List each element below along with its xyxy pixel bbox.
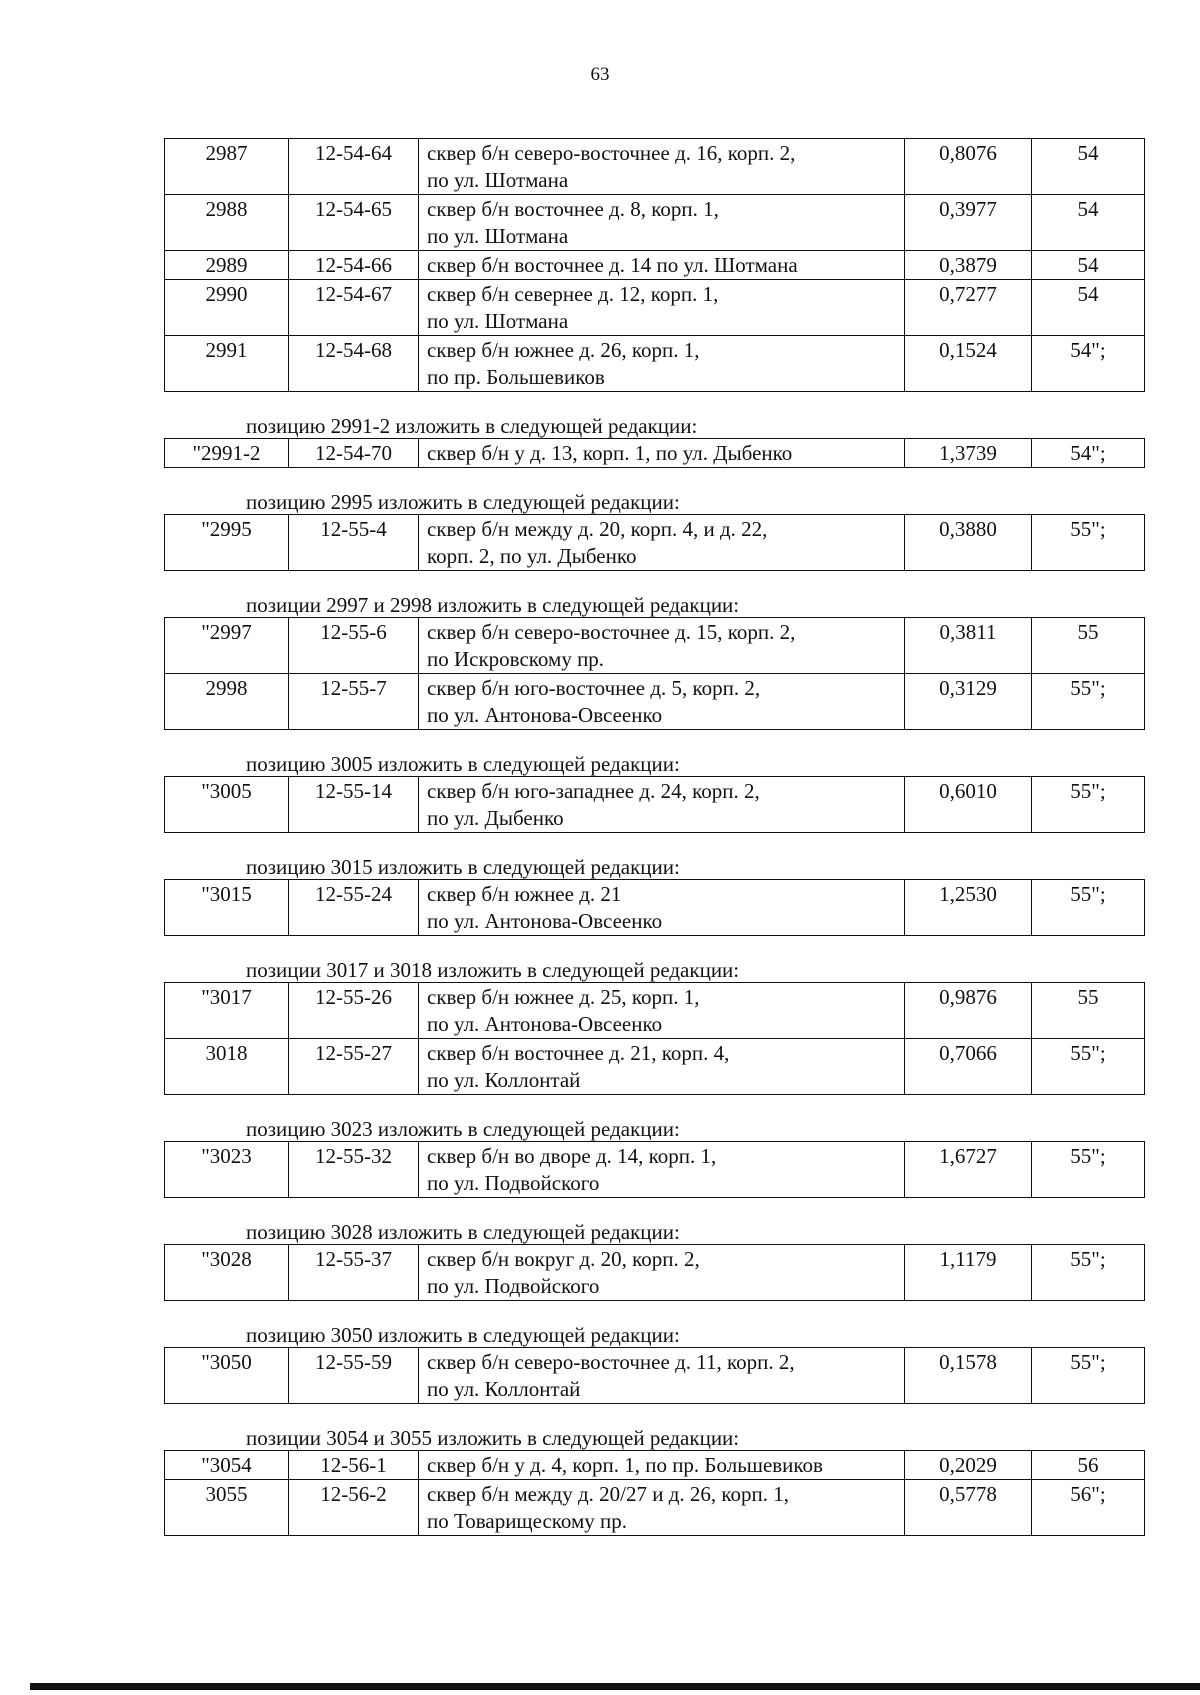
quarter-number: 55";: [1032, 880, 1145, 936]
position-number: "2995: [165, 515, 289, 571]
position-number: 2990: [165, 280, 289, 336]
description-line: по ул. Шотмана: [427, 168, 569, 192]
description-cell: [419, 880, 905, 936]
description-line: сквер б/н южнее д. 25, корп. 1,: [427, 985, 700, 1009]
registry-code: 12-54-65: [289, 195, 419, 251]
position-number: 2989: [165, 251, 289, 280]
area-value: 0,1524: [905, 336, 1032, 392]
position-number: 3055: [165, 1480, 289, 1536]
amendment-caption: позицию 3050 изложить в следующей редакции:: [246, 1323, 680, 1347]
area-value: 0,3977: [905, 195, 1032, 251]
amendment-caption: позиции 3017 и 3018 изложить в следующей редакции:: [246, 958, 740, 982]
table-row: [165, 336, 1145, 392]
description-line: сквер б/н северо-восточнее д. 16, корп. 2,: [427, 141, 796, 165]
table-row: [165, 777, 1145, 833]
description-cell: [419, 336, 905, 392]
area-value: 0,5778: [905, 1480, 1032, 1536]
bottom-rule: [30, 1683, 1200, 1690]
description-cell: [419, 139, 905, 195]
registry-code: 12-55-37: [289, 1245, 419, 1301]
position-number: "2991-2: [165, 439, 289, 468]
description-cell: [419, 618, 905, 674]
description-line: по ул. Антонова-Овсеенко: [427, 1012, 663, 1036]
registry-code: 12-54-68: [289, 336, 419, 392]
quarter-number: 56";: [1032, 1480, 1145, 1536]
quarter-number: 54: [1032, 280, 1145, 336]
amendment-table: [164, 1347, 1145, 1404]
amendment-caption: позицию 2991-2 изложить в следующей редакции:: [246, 414, 698, 438]
description-cell: [419, 674, 905, 730]
registry-code: 12-55-27: [289, 1039, 419, 1095]
amendment-caption: позицию 3023 изложить в следующей редакции:: [246, 1117, 680, 1141]
table-row: [165, 1039, 1145, 1095]
amendment-table: [164, 438, 1145, 468]
description-cell: [419, 1039, 905, 1095]
registry-code: 12-55-14: [289, 777, 419, 833]
registry-code: 12-54-66: [289, 251, 419, 280]
table-row: [165, 983, 1145, 1039]
amendment-table: [164, 1450, 1145, 1536]
description-line: сквер б/н восточнее д. 14 по ул. Шотмана: [427, 253, 798, 277]
position-number: 3018: [165, 1039, 289, 1095]
amendment-caption: позиции 3054 и 3055 изложить в следующей редакции:: [246, 1426, 740, 1450]
quarter-number: 54: [1032, 195, 1145, 251]
quarter-number: 55";: [1032, 515, 1145, 571]
area-value: 0,3879: [905, 251, 1032, 280]
quarter-number: 55";: [1032, 1039, 1145, 1095]
registry-code: 12-55-6: [289, 618, 419, 674]
description-line: сквер б/н восточнее д. 8, корп. 1,: [427, 197, 719, 221]
table-row: [165, 674, 1145, 730]
position-number: "3050: [165, 1348, 289, 1404]
amendment-table: [164, 617, 1145, 730]
registry-code: 12-54-70: [289, 439, 419, 468]
description-line: сквер б/н севернее д. 12, корп. 1,: [427, 282, 719, 306]
registry-code: 12-55-4: [289, 515, 419, 571]
position-number: 2988: [165, 195, 289, 251]
description-line: по Искровскому пр.: [427, 647, 605, 671]
position-number: 2998: [165, 674, 289, 730]
registry-code: 12-55-24: [289, 880, 419, 936]
quarter-number: 54: [1032, 139, 1145, 195]
amendment-table: [164, 879, 1145, 936]
area-value: 1,1179: [905, 1245, 1032, 1301]
description-line: сквер б/н южнее д. 26, корп. 1,: [427, 338, 700, 362]
registry-code: 12-56-2: [289, 1480, 419, 1536]
description-line: сквер б/н у д. 13, корп. 1, по ул. Дыбенко: [427, 441, 793, 465]
description-cell: [419, 251, 905, 280]
description-cell: [419, 1142, 905, 1198]
registry-code: 12-54-64: [289, 139, 419, 195]
position-number: "3005: [165, 777, 289, 833]
amendment-table: [164, 1141, 1145, 1198]
description-line: по пр. Большевиков: [427, 365, 605, 389]
table-row: [165, 515, 1145, 571]
registry-table: [164, 138, 1145, 392]
description-cell: [419, 777, 905, 833]
position-number: 2987: [165, 139, 289, 195]
description-line: сквер б/н между д. 20/27 и д. 26, корп. 1,: [427, 1482, 790, 1506]
page-number: 63: [590, 64, 610, 85]
description-cell: [419, 1451, 905, 1480]
description-line: сквер б/н восточнее д. 21, корп. 4,: [427, 1041, 730, 1065]
area-value: 0,3129: [905, 674, 1032, 730]
quarter-number: 54: [1032, 251, 1145, 280]
amendment-caption: позиции 2997 и 2998 изложить в следующей редакции:: [246, 593, 740, 617]
description-line: по ул. Подвойского: [427, 1171, 600, 1195]
description-cell: [419, 1480, 905, 1536]
table-row: [165, 439, 1145, 468]
document-body: [164, 138, 1144, 1536]
area-value: 0,3811: [905, 618, 1032, 674]
table-row: [165, 1245, 1145, 1301]
table-row: [165, 1451, 1145, 1480]
description-line: по ул. Подвойского: [427, 1274, 600, 1298]
quarter-number: 55: [1032, 618, 1145, 674]
position-number: "3028: [165, 1245, 289, 1301]
amendment-table: [164, 776, 1145, 833]
area-value: 1,3739: [905, 439, 1032, 468]
description-line: по ул. Шотмана: [427, 224, 569, 248]
description-cell: [419, 195, 905, 251]
amendment-table: [164, 1244, 1145, 1301]
area-value: 0,1578: [905, 1348, 1032, 1404]
description-line: по Товарищескому пр.: [427, 1509, 628, 1533]
description-cell: [419, 1348, 905, 1404]
table-row: [165, 139, 1145, 195]
description-line: сквер б/н между д. 20, корп. 4, и д. 22,: [427, 517, 768, 541]
amendment-caption: позицию 2995 изложить в следующей редакции:: [246, 490, 680, 514]
description-line: по ул. Антонова-Овсеенко: [427, 909, 663, 933]
table-row: [165, 618, 1145, 674]
table-row: [165, 195, 1145, 251]
area-value: 1,2530: [905, 880, 1032, 936]
table-row: [165, 880, 1145, 936]
description-line: по ул. Антонова-Овсеенко: [427, 703, 663, 727]
position-number: "3054: [165, 1451, 289, 1480]
description-cell: [419, 515, 905, 571]
area-value: 0,9876: [905, 983, 1032, 1039]
quarter-number: 55: [1032, 983, 1145, 1039]
quarter-number: 55";: [1032, 1142, 1145, 1198]
description-line: сквер б/н северо-восточнее д. 15, корп. 2,: [427, 620, 796, 644]
quarter-number: 55";: [1032, 1245, 1145, 1301]
table-row: [165, 1348, 1145, 1404]
description-line: корп. 2, по ул. Дыбенко: [427, 544, 637, 568]
table-row: [165, 1480, 1145, 1536]
description-cell: [419, 280, 905, 336]
position-number: "3015: [165, 880, 289, 936]
area-value: 0,6010: [905, 777, 1032, 833]
area-value: 0,7277: [905, 280, 1032, 336]
description-line: сквер б/н во дворе д. 14, корп. 1,: [427, 1144, 717, 1168]
description-line: сквер б/н вокруг д. 20, корп. 2,: [427, 1247, 700, 1271]
description-line: по ул. Шотмана: [427, 309, 569, 333]
amendment-table: [164, 982, 1145, 1095]
amendment-caption: позицию 3005 изложить в следующей редакции:: [246, 752, 680, 776]
position-number: "3023: [165, 1142, 289, 1198]
registry-code: 12-54-67: [289, 280, 419, 336]
quarter-number: 54";: [1032, 439, 1145, 468]
description-line: по ул. Коллонтай: [427, 1068, 581, 1092]
area-value: 0,3880: [905, 515, 1032, 571]
area-value: 0,2029: [905, 1451, 1032, 1480]
description-cell: [419, 983, 905, 1039]
description-line: сквер б/н юго-западнее д. 24, корп. 2,: [427, 779, 760, 803]
description-cell: [419, 1245, 905, 1301]
quarter-number: 55";: [1032, 674, 1145, 730]
table-row: [165, 251, 1145, 280]
description-line: сквер б/н у д. 4, корп. 1, по пр. Большевиков: [427, 1453, 823, 1477]
amendment-caption: позицию 3028 изложить в следующей редакции:: [246, 1220, 680, 1244]
description-line: по ул. Коллонтай: [427, 1377, 581, 1401]
area-value: 0,8076: [905, 139, 1032, 195]
position-number: 2991: [165, 336, 289, 392]
quarter-number: 54";: [1032, 336, 1145, 392]
description-cell: [419, 439, 905, 468]
table-row: [165, 280, 1145, 336]
position-number: "2997: [165, 618, 289, 674]
registry-code: 12-56-1: [289, 1451, 419, 1480]
registry-code: 12-55-59: [289, 1348, 419, 1404]
description-line: сквер б/н северо-восточнее д. 11, корп. 2,: [427, 1350, 795, 1374]
table-row: [165, 1142, 1145, 1198]
quarter-number: 56: [1032, 1451, 1145, 1480]
description-line: сквер б/н южнее д. 21: [427, 882, 622, 906]
area-value: 0,7066: [905, 1039, 1032, 1095]
area-value: 1,6727: [905, 1142, 1032, 1198]
quarter-number: 55";: [1032, 777, 1145, 833]
registry-code: 12-55-32: [289, 1142, 419, 1198]
registry-code: 12-55-7: [289, 674, 419, 730]
quarter-number: 55";: [1032, 1348, 1145, 1404]
position-number: "3017: [165, 983, 289, 1039]
amendment-caption: позицию 3015 изложить в следующей редакции:: [246, 855, 680, 879]
amendment-table: [164, 514, 1145, 571]
description-line: сквер б/н юго-восточнее д. 5, корп. 2,: [427, 676, 761, 700]
description-line: по ул. Дыбенко: [427, 806, 564, 830]
registry-code: 12-55-26: [289, 983, 419, 1039]
